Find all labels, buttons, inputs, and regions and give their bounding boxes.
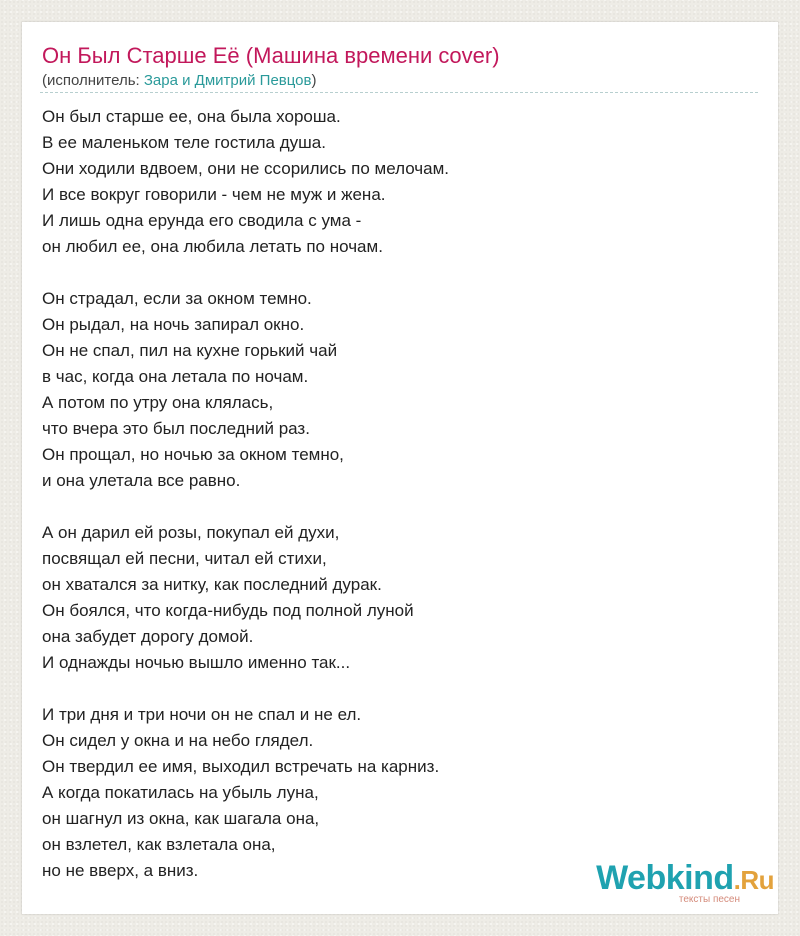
lyrics-text [42,104,449,910]
logo-tagline: тексты песен [678,894,740,905]
lyrics-line: посвящал ей песни, читал ей стихи, [42,549,327,568]
lyrics-line: Он сидел у окна и на небо глядел. [42,731,314,750]
lyrics-line: А потом по утру она клялась, [42,393,274,412]
lyrics-line: Они ходили вдвоем, они не ссорились по мелочам. [42,159,450,178]
lyrics-line: Он страдал, если за окном темно. [42,289,312,308]
lyrics-line: и она улетала все равно. [42,471,241,490]
lyrics-line: В ее маленьком теле гостила душа. [42,133,326,152]
logo-tld: .Ru [733,865,774,895]
lyrics-line: Он боялся, что когда-нибудь под полной луной [42,601,414,620]
artist-suffix: ) [311,72,317,89]
lyrics-line: Он не спал, пил на кухне горький чай [42,341,338,360]
artist-line [42,71,317,91]
lyrics-line: она забудет дорогу домой. [42,627,254,646]
lyrics-line: он хватался за нитку, как последний дурак. [42,575,382,594]
song-title: Он Был Старше Её (Машина времени cover) [42,43,500,68]
logo-main-text: Webkind [596,859,734,897]
lyrics-line: но не вверх, а вниз. [42,861,199,880]
lyrics-line: А когда покатилась на убыль луна, [42,783,319,802]
logo-wordmark [596,860,774,898]
lyrics-stanza [42,104,449,260]
lyrics-line: А он дарил ей розы, покупал ей духи, [42,523,340,542]
lyrics-line: И однажды ночью вышло именно так... [42,653,351,672]
lyrics-line: он шагнул из окна, как шагала она, [42,809,320,828]
lyrics-stanza [42,286,449,494]
lyrics-line: он любил ее, она любила летать по ночам. [42,237,383,256]
site-logo[interactable] [584,860,774,908]
lyrics-stanza [42,702,449,884]
artist-link[interactable]: Зара и Дмитрий Певцов [143,72,312,89]
lyrics-line: он взлетел, как взлетала она, [42,835,276,854]
title-divider [40,92,758,93]
lyrics-line: И все вокруг говорили - чем не муж и жена. [42,185,386,204]
lyrics-line: И лишь одна ерунда его сводила с ума - [42,211,362,230]
lyrics-line: что вчера это был последний раз. [42,419,310,438]
lyrics-line: в час, когда она летала по ночам. [42,367,309,386]
lyrics-line: Он был старше ее, она была хороша. [42,107,341,126]
lyrics-line: Он рыдал, на ночь запирал окно. [42,315,305,334]
lyrics-line: Он твердил ее имя, выходил встречать на карниз. [42,757,440,776]
lyrics-stanza [42,520,449,676]
artist-prefix: (исполнитель: [42,72,144,89]
lyrics-line: И три дня и три ночи он не спал и не ел. [42,705,362,724]
lyrics-card [22,22,778,914]
lyrics-line: Он прощал, но ночью за окном темно, [42,445,344,464]
